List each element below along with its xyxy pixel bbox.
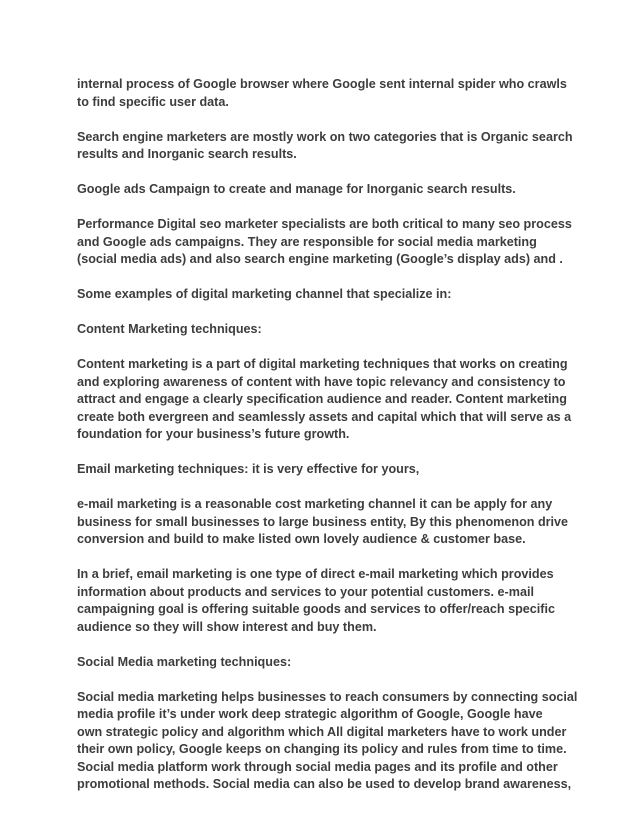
document-body (77, 76, 578, 794)
paragraph-social-media (77, 689, 578, 794)
paragraph-content-marketing (77, 356, 572, 444)
heading-social-media-marketing (77, 654, 567, 672)
paragraph-seo-specialists (77, 216, 572, 269)
text-line: Some examples of digital marketing channel that specialize in: (77, 287, 452, 301)
text-line: e-mail marketing is a reasonable cost marketing channel it can be apply for any (77, 497, 553, 511)
text-line: their own policy, Google keeps on changing its policy and rules from time to time. (77, 742, 567, 756)
paragraph-channel-examples (77, 286, 567, 304)
paragraph-google-ads (77, 181, 567, 199)
text-line: and Google ads campaigns. They are responsible for social media marketing (77, 234, 537, 249)
text-line: results and Inorganic search results. (77, 147, 297, 161)
text-line: In a brief, email marketing is one type of direct e-mail marketing which provides (77, 567, 554, 581)
text-line: Email marketing techniques: it is very effective for yours, (77, 462, 420, 476)
paragraph-search-categories (77, 129, 573, 164)
text-line: Content marketing is a part of digital marketing techniques that works on creating (77, 357, 568, 371)
text-line: create both evergreen and seamlessly assets and capital which that will serve as a (77, 409, 572, 424)
text-line: own strategic policy and algorithm which All digital marketers have to work under (77, 724, 567, 739)
text-line: promotional methods. Social media can also be used to develop brand awareness, (77, 777, 572, 791)
heading-email-marketing (77, 461, 567, 479)
text-line: media profile it’s under work deep strategic algorithm of Google, Google have (77, 707, 543, 721)
text-line: foundation for your business’s future growth. (77, 427, 350, 441)
text-line: internal process of Google browser where Google sent internal spider who crawls (77, 77, 567, 91)
text-line: attract and engage a clearly specification audience and reader. Content marketing (77, 392, 567, 406)
heading-content-marketing (77, 321, 567, 339)
text-line: Search engine marketers are mostly work on two categories that is Organic search (77, 129, 573, 144)
text-line: (social media ads) and also search engine marketing (Google’s display ads) and . (77, 252, 563, 266)
text-line: information about products and services to your potential customers. e-mail (77, 584, 534, 599)
text-line: conversion and build to make listed own lovely audience & customer base. (77, 532, 526, 546)
text-line: Google ads Campaign to create and manage for Inorganic search results. (77, 182, 516, 196)
text-line: Social Media marketing techniques: (77, 654, 292, 669)
text-line: audience so they will show interest and buy them. (77, 619, 377, 634)
text-line: Content Marketing techniques: (77, 322, 262, 336)
paragraph-email-brief (77, 566, 567, 636)
text-line: business for small businesses to large business entity, By this phenomenon drive (77, 514, 569, 529)
text-line: and exploring awareness of content with have topic relevancy and consistency to (77, 374, 566, 389)
text-line: to find specific user data. (77, 94, 229, 109)
text-line: campaigning goal is offering suitable goods and services to offer/reach specific (77, 602, 555, 616)
paragraph-google-crawl (77, 76, 567, 111)
text-line: Performance Digital seo marketer specialists are both critical to many seo process (77, 217, 572, 231)
paragraph-email-cost (77, 496, 567, 549)
text-line: Social media platform work through social media pages and its profile and other (77, 759, 558, 774)
text-line: Social media marketing helps businesses to reach consumers by connecting social (77, 689, 578, 704)
